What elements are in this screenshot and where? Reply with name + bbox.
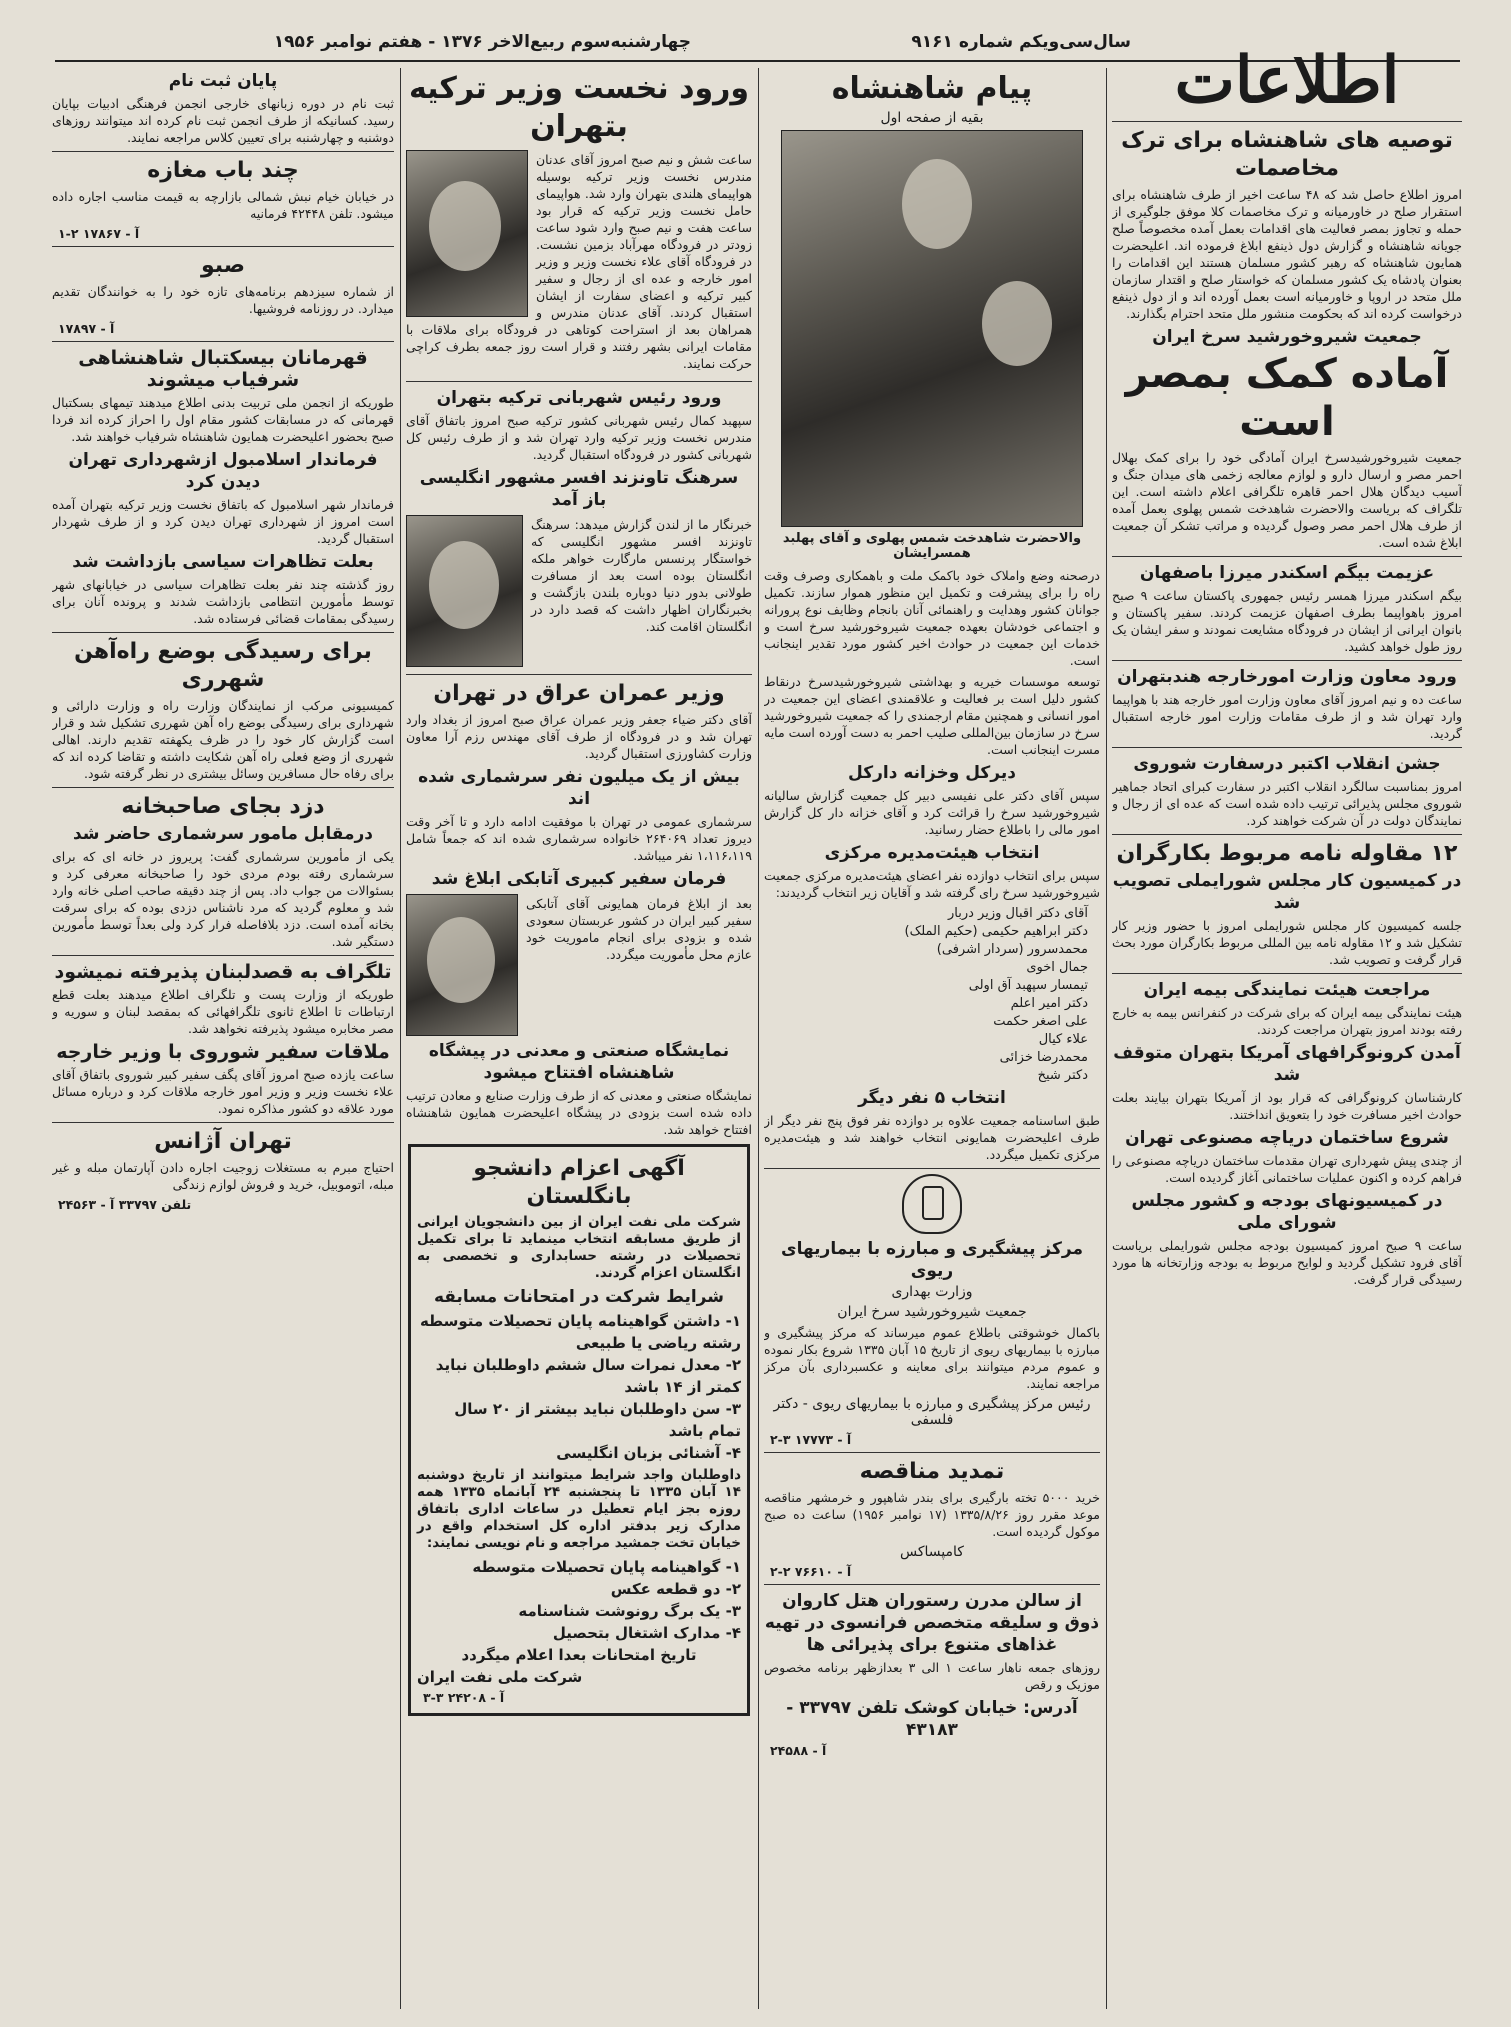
headline-shah-message: پیام شاهنشاه [831, 71, 1033, 106]
article-body: سرشماری عمومی در تهران با موفقیت ادامه دارد و تا آخر وقت دیروز تعداد ۲۶۴۰۶۹ خانواده سرشماری شده اند که جمعاً شامل ۱،۱۱۶،۱۱۹ نفر میباشد. [406, 814, 752, 863]
ad-conditions-title: شرایط شرکت در امتحانات مسابقه [434, 1287, 724, 1307]
headline-budget-commission: در کمیسیونهای بودجه و کشور مجلس شورای ملی [1131, 1191, 1443, 1233]
column-rule [758, 68, 759, 2009]
column-2 [764, 68, 1100, 2009]
headline-five-more: انتخاب ۵ نفر دیگر [858, 1088, 1006, 1108]
tender-reference: آ - ۷۶۶۱۰ ۲-۲ [770, 1564, 852, 1579]
photo-face [427, 917, 495, 1003]
article-body: ساعت ده و نیم امروز آقای معاون وزارت امور خارجه هند با هواپیما وارد تهران شد و از طرف مقامات وزارت امور خارجه استقبال گردید. [1112, 692, 1462, 741]
hotel-ad-body: روزهای جمعه ناهار ساعت ۱ الی ۳ بعدازظهر برنامه مخصوص موزیک و رقص [764, 1660, 1100, 1692]
ad-condition: ۴- آشنائی بزبان انگلیسی [556, 1444, 741, 1462]
article-body: طوریکه از وزارت پست و تلگراف اطلاع میدهند بعلت قطع ارتباطات تا اطلاع ثانوی تلگرافهائی که بمقصد لبنان و سوریه و مصر مخابره میشود پذیرفته نخواهد شد. [52, 987, 394, 1036]
column-rule [400, 68, 401, 2009]
article-body: ثبت نام در دوره زبانهای خارجی انجمن فرهنگی ادبیات بپایان رسید. کسانیکه از طرف انجمن ثبت نام کرده اند میتوانند روزهای دوشنبه و چهارشنبه برای تعیین کلاس مراجعه نمایند. [52, 96, 394, 145]
list-item: دکتر ابراهیم حکیمی (حکیم الملک) [904, 924, 1088, 939]
headline-basketball: قهرمانان بیسکتبال شاهنشاهی شرفیاب میشوند [78, 347, 368, 391]
oil-company-student-ad [408, 1144, 750, 1716]
column-4 [52, 68, 394, 2009]
article-body: کمیسیونی مرکب از نمایندگان وزارت راه و وزارت دارائی و شهرداری برای رسیدگی بوضع راه آهن شهرری تشکیل شد و قرار است گزارش کار خود را در ظرف یکهفته تقدیم دارند. اهالی شهرری از وضع فعلی راه آهن شکایت داشته و تقاضا کرده اند که برای رفاه حال مسافرین وسائل بیشتری در نظر گرفته شود. [52, 698, 394, 781]
list-item: علی اصغر حکمت [993, 1014, 1088, 1029]
board-members-list [764, 905, 1100, 1085]
article-body: بیگم اسکندر میرزا همسر رئیس جمهوری پاکستان ساعت ۹ صبح امروز باهواپیما بطرف اصفهان عزیمت کردند. سفیر پاکستان و بانوان ایرانی از ایشان در فرودگاه مشایعت نمودند و سفر ایشان یک روز طول خواهد کشید. [1112, 588, 1462, 654]
article-body: امروز اطلاع حاصل شد که ۴۸ ساعت اخیر از طرف شاهنشاه برای استقرار صلح در خاورمیانه و ترک مخاصمات کلا موفق جلوگیری از حمله و تجاوز بمصر فعالیت های اقدامات بعمل آمده مخصوصاً صلح جویانه شاهنشاه و گزارش دول ذینفع ابلاغ فرموده اند. اعلیحضرت همایون شاهنشاه که رهبر کشور مسلمان هستند این اقدامات را بعنوان پادشاه یک کشور مسلمان که خواستار صلح و اقتدار سازمان ملل متحد در اروپا و خاورمیانه است بعمل آورده اند و از دول ذینفع درخواست کرده اند که بحکومت منشور ملل متحد احترام بگذارند. [1112, 187, 1462, 321]
headline-shah-ceasefire: توصیه های شاهنشاه برای ترک مخاصمات [1121, 128, 1453, 181]
subheadline-thief: درمقابل مامور سرشماری حاضر شد [72, 824, 374, 844]
ad-footer: تاریخ امتحانات بعدا اعلام میگردد [461, 1646, 697, 1664]
list-item: تیمسار سپهبد آق اولی [968, 978, 1088, 993]
article-body: از چندی پیش شهرداری تهران مقدمات ساختمان دریاچه مصنوعی را فراهم کرده و اکنون عملیات ساختمانی آغاز گردیده است. [1112, 1153, 1462, 1185]
headline-istanbul-governor: فرماندار اسلامبول ازشهرداری تهران دیدن کرد [68, 450, 378, 492]
article-body: سپهبد کمال رئیس شهربانی کشور ترکیه صبح امروز باتفاق آقای مندرس نخست وزیر ترکیه وارد تهران شد و از طرف رئیس کل شهربانی کشور در فرودگاه استقبال گردید. [406, 413, 752, 462]
article-body: ساعت شش و نیم صبح امروز آقای عدنان مندرس نخست وزیر ترکیه بوسیله هواپیمای هلندی بتهران وارد شد. هواپیمای حامل نخست وزیر ترکیه که قرار بود ساعت هفت و نیم صبح وارد شود ساعت زودتر در فرودگاه مهرآباد بزمین نشست. در فرودگاه آقای علاء نخست وزیر و وزیر امور خارجه و عده ای از رجال و سفیر کبیر ترکیه و اعضای سفارت از ایشان استقبال کردند. آقای عدنان مندرس و همراهان بعد از استراحت کوتاهی در فرودگاه برای ملاقات با مقامات ایرانی بشهر رفتند و قرار است روز جمعه بطرف کراچی حرکت نمایند. [406, 152, 752, 371]
ad-signature: رئیس مرکز پیشگیری و مبارزه با بیماریهای ریوی - دکتر فلسفی [773, 1396, 1091, 1428]
article-body: درصحنه وضع واملاک خود باکمک ملت و باهمکاری وصرف وقت راه را برای پیشرفت و تکمیل این منظور هموار سازند. تکمیل جوانان کشور وهدایت و راهنمائی آنان بانجام وظایف نوع پرورانه و اجتماعی خودشان بعهده جمعیت شیروخورشید سرخ است و خدمات این جمعیت در حوادث اخیر کشور مورد تقدیر اینجانب است. [764, 568, 1100, 668]
article-body: سپس آقای دکتر علی نفیسی دبیر کل جمعیت گزارش سالیانه شیروخورشید سرخ را قرائت کرد و آقای خزانه دار کل گزارش امور مالی را باطلاع حضار رسانید. [764, 788, 1100, 837]
article-body: از شماره سیزدهم برنامه‌های تازه خود را به خوانندگان تقدیم میدارد. در روزنامه فروشیها. [52, 284, 394, 316]
ad-title-lung-center: مرکز پیشگیری و مبارزه با بیماریهای ریوی [780, 1239, 1083, 1281]
article-body: سپس برای انتخاب دوازده نفر اعضای هیئت‌مدیره مرکزی جمعیت شیروخورشید سرخ رای گرفته شد و آقایان زیر انتخاب گردیدند: [764, 868, 1100, 900]
list-item: جمال اخوی [1026, 960, 1088, 975]
column-3 [406, 68, 752, 2009]
issue-number: سال‌سی‌ویکم شماره ۹۱۶۱ [911, 32, 1131, 52]
headline-india-deputy: ورود معاون وزارت امورخارجه هندبتهران [1117, 667, 1457, 687]
headline-arrested: بعلت تظاهرات سیاسی بازداشت شد [72, 552, 374, 572]
article-body: طبق اساسنامه جمعیت علاوه بر دوازده نفر فوق پنج نفر دیگر از طرف اعلیحضرت همایونی انتخاب خواهند شد و هیئت‌مدیره مرکزی تکمیل میگردد. [764, 1113, 1100, 1162]
article-body: کارشناسان کرونوگرافی که قرار بود از آمریکا بتهران بیایند بعلت حوادث اخیر مسافرت خود را بتعویق انداختند. [1112, 1090, 1462, 1122]
ad-document: ۳- یک برگ رونوشت شناسنامه [518, 1602, 741, 1620]
list-item: علاء کیال [1038, 1032, 1088, 1047]
headline-artificial-lake: شروع ساختمان دریاچه مصنوعی تهران [1125, 1128, 1449, 1148]
photo-face [429, 181, 501, 271]
headline-october-celebration: جشن انقلاب اکتبر درسفارت شوروی [1133, 754, 1441, 774]
headline-tender: تمدید مناقصه [859, 1459, 1005, 1484]
article-body: روز گذشته چند نفر بعلت تظاهرات سیاسی در خیابانهای شهر توسط مأمورین انتظامی بازداشت شدند و پرونده آنان برای رسیدگی بمقامات قضائی فرستاده شد. [52, 577, 394, 626]
photo-caption: والاحضرت شاهدخت شمس پهلوی و آقای پهلبد همسرایشان [782, 531, 1082, 561]
ad-document: ۴- مدارک اشتغال بتحصیل [552, 1624, 741, 1642]
ad-reference: آ - ۱۷۷۷۳ ۳-۲ [770, 1432, 852, 1447]
article-body: طوریکه از انجمن ملی تربیت بدنی اطلاع میدهند تیمهای بسکتبال قهرمانی که در مسابقات کشور مقام اول را احراز کرده اند فردا صبح بحضور اعلیحضرت همایون شاهنشاه شرفیاب خواهند شد. [52, 395, 394, 444]
article-body: هیئت نمایندگی بیمه ایران که برای شرکت در کنفرانس بیمه به خارج رفته بودند امروز بتهران مراجعت کردند. [1112, 1005, 1462, 1037]
ad-signature: شرکت ملی نفت ایران [417, 1668, 583, 1686]
headline-registration-end: پایان ثبت نام [168, 71, 278, 91]
hotel-reference: آ - ۲۴۵۸۸ [770, 1743, 827, 1758]
ad-reference: آ - ۲۴۲۰۸ ۳-۳ [423, 1690, 505, 1705]
ad-body: باکمال خوشوقتی باطلاع عموم میرساند که مرکز پیشگیری و مبارزه با بیماریهای ریوی از تاریخ ۱۵ آبان ۱۳۳۵ شروع بکار نموده و عموم مردم میتوانند برای معاینه و عکسبرداری بآن مرکز مراجعه نمایند. [764, 1325, 1100, 1391]
subheadline-labor: در کمیسیون کار مجلس شورایملی تصویب شد [1112, 871, 1462, 913]
tehran-agency-phone: تلفن ۳۳۷۹۷ آ - ۲۴۵۶۳ [58, 1197, 192, 1212]
column-rule [1106, 68, 1107, 2009]
headline-help-egypt: آماده کمک بمصر است [1125, 351, 1449, 445]
headline-turkish-pm: ورود نخست وزیر ترکیه بتهران [408, 71, 750, 144]
photo-face [902, 159, 972, 249]
headline-turkish-police: ورود رئیس شهربانی ترکیه بتهران [436, 388, 722, 408]
headline-iraq-minister: وزیر عمران عراق در تهران [433, 681, 725, 706]
photo-shams-pahlavi [781, 130, 1083, 527]
hotel-ad-title: از سالن مدرن رستوران هتل کاروان ذوق و سلیقه متخصص فرانسوی در تهیه غذاهای متنوع برای پذیرائی ها [764, 1591, 1100, 1655]
photo-menderes [406, 150, 528, 317]
article-body: آقای دکتر ضیاء جعفر وزیر عمران عراق صبح امروز از بغداد وارد تهران شد و در فرودگاه از طرف آقای مهندس رزم آرا معاون وزارت کشاورزی استقبال گردید. [406, 712, 752, 761]
headline-thief: دزد بجای صاحبخانه [121, 794, 325, 819]
headline-secretary-general: دیرکل وخزانه دارکل [848, 763, 1016, 783]
headline-atabaki: فرمان سفیر کبیری آتابکی ابلاغ شد [431, 869, 727, 889]
headline-sabu: صبو [200, 253, 246, 278]
ad-subtitle: وزارت بهداری [891, 1284, 973, 1300]
article-body: خبرنگار ما از لندن گزارش میدهد: سرهنگ تاونزند افسر مشهور انگلیسی که خواستگار پرنسس مارگارت خواهر ملکه انگلستان بوده است بعد از مسافرت طولانی بدور دنیا دوباره بلندن بازگشت و بخبرنگاران اظهار داشت که قصد دارد در انگلستان اقامت کند. [531, 517, 752, 634]
list-item: آقای دکتر اقبال وزیر دربار [948, 906, 1088, 921]
photo-townsend [406, 515, 523, 667]
ad-reference: آ - ۱۷۸۹۷ [58, 321, 115, 336]
article-body: امروز بمناسبت سالگرد انقلاب اکتبر در سفارت کبرای اتحاد جماهیر شوروی مجلس پذیرائی ترتیب داده شده است که عده ای از رجال و نمایندگان دولت در آن شرکت خواهند کرد. [1112, 779, 1462, 828]
article-body: فرماندار شهر اسلامبول که باتفاق نخست وزیر ترکیه بتهران آمده است امروز از شهرداری تهران دیدن کرد و از طرف شهردار استقبال گردید. [52, 497, 394, 546]
list-item: محمدسرور (سردار اشرفی) [936, 942, 1088, 957]
ad-document: ۲- دو قطعه عکس [610, 1580, 741, 1598]
tehran-agency-body: احتیاج مبرم به مستغلات زوجیت اجاره دادن آپارتمان مبله و غیر مبله، اتوموبیل، خرید و فروش لوازم زندگی [52, 1160, 394, 1192]
headline-labor-conventions: ۱۲ مقاوله نامه مربوط بکارگران [1116, 841, 1458, 866]
tender-body: خرید ۵۰۰۰ تخته بارگیری برای بندر شاهپور و خرمشهر مناقصه موعد مقرر روز ۱۳۳۵/۸/۲۶ (۱۷ نوامبر ۱۹۵۶) ساعت ده صبح موکول گردیده است. [764, 1490, 1100, 1539]
ad-intro: شرکت ملی نفت ایران از بین دانشجویان ایرانی از طریق مسابقه انتخاب مینماید تا برای تکمیل تحصیلات در رشته حسابداری و تخصصی به انگلستان اعزام گردند. [417, 1214, 741, 1281]
headline-insurance-delegation: مراجعت هیئت نمایندگی بیمه ایران [1143, 980, 1431, 1000]
ad-condition: ۱- داشتن گواهینامه پایان تحصیلات متوسطه رشته ریاضی یا طبیعی [419, 1312, 741, 1352]
headline-soviet-ambassador: ملاقات سفیر شوروی با وزیر خارجه [56, 1041, 390, 1063]
ad-condition: ۳- سن داوطلبان نباید بیشتر از ۲۰ سال تمام باشد [454, 1400, 741, 1440]
ad-document: ۱- گواهینامه پایان تحصیلات متوسطه [472, 1558, 741, 1576]
lion-sun-crest-icon [902, 1174, 962, 1234]
headline-census: بیش از یک میلیون نفر سرشماری شده اند [418, 767, 740, 809]
article-body: توسعه موسسات خیریه و بهداشتی شیروخورشیدسرخ درنقاط کشور دلیل است بر فعالیت و علاقمندی اعضای این جمعیت در امور انسانی و همچنین مقام ارجمندی را که جمعیت شیروخورشید سرخ در سازمان بین‌المللی صلیب احمر به دست آورده است مایه مسرت اینجانب است. [764, 674, 1100, 757]
headline-chronographs: آمدن کرونوگرافهای آمریکا بتهران متوقف شد [1113, 1043, 1461, 1085]
headline-telegraph-lebanon: تلگراف به قصدلبنان پذیرفته نمیشود [54, 961, 392, 983]
ad-condition: ۲- معدل نمرات سال ششم داوطلبان نباید کمتر از ۱۴ باشد [435, 1356, 741, 1396]
photo-face [429, 541, 499, 629]
article-body: ساعت یازده صبح امروز آقای پگف سفیر کبیر شوروی باتفاق آقای علاء نخست وزیر و وزیر امور خارجه ملاقات کرد و درباره مسائل مورد علاقه دو کشور مذاکره نمود. [52, 1067, 394, 1116]
list-item: دکتر شیخ [1037, 1068, 1088, 1083]
article-body: نمایشگاه صنعتی و معدنی که از طرف وزارت صنایع و معادن ترتیب داده شده است بزودی در پیشگاه اعلیحضرت همایون شاهنشاه افتتاح خواهد شد. [406, 1088, 752, 1137]
headline-exhibition: نمایشگاه صنعتی و معدنی در پیشگاه شاهنشاه افتتاح میشود [428, 1041, 730, 1083]
article-body: جمعیت شیروخورشیدسرخ ایران آمادگی خود را برای کمک بهلال احمر مصر و ارسال دارو و لوازم معالجه زخمی های میدان جنگ و آسیب دیدگان هلال احمر قاهره تلگرافی اعلام داشته است. این تلگراف که بریاست والاحضرت شاهدخت شمس پهلوی بعمل آمده از طرف هلال احمر مصر وصول گردیده و مراتب تشکر آن جمعیت ابلاغ شده است. [1112, 450, 1462, 550]
newspaper-logo: اطلاعات [1174, 43, 1400, 118]
headline-board-election: انتخاب هیئت‌مدیره مرکزی [824, 843, 1040, 863]
issue-date: چهارشنبه‌سوم ربیع‌الاخر ۱۳۷۶ - هفتم نوامبر ۱۹۵۶ [273, 32, 691, 52]
tender-signature: کامپساکس [900, 1544, 964, 1560]
photo-atabaki [406, 894, 518, 1036]
headline-townsend: سرهنگ تاونزند افسر مشهور انگلیسی باز آمد [419, 468, 739, 510]
list-item: دکتر امیر اعلم [1010, 996, 1088, 1011]
headline-iskandar-mirza: عزیمت بیگم اسکندر میرزا باصفهان [1139, 563, 1435, 583]
continued-note: بقیه از صفحه اول [880, 110, 984, 126]
list-item: محمدرضا خزائی [999, 1050, 1088, 1065]
ad-subtitle: جمعیت شیروخورشید سرخ ایران [837, 1304, 1027, 1320]
article-body: در خیابان خیام نبش شمالی بازارچه به قیمت مناسب اجاره داده میشود. تلفن ۴۲۴۴۸ فرمانیه [52, 189, 394, 221]
ad-reference: آ - ۱۷۸۶۷ ۲-۱ [58, 226, 140, 241]
article-body: ساعت ۹ صبح امروز کمیسیون بودجه مجلس شورایملی بریاست آقای فرود تشکیل گردید و لوایح مربوط به بودجه وزارتخانه ها مورد رسیدگی قرار گرفت. [1112, 1238, 1462, 1287]
ad-body: داوطلبان واجد شرایط میتوانند از تاریخ دوشنبه ۱۴ آبان ۱۳۳۵ تا پنجشنبه ۲۴ آبانماه ۱۳۳۵ همه روزه بجز ایام تعطیل در ساعات اداری باتفاق مدارک زیر بدفتر اداره کل استخدام واقع در خیابان تخت جمشید مراجعه و نام نویسی نمایند: [417, 1467, 741, 1551]
ad-title-students: آگهی اعزام دانشجو بانگلستان [473, 1156, 685, 1209]
photo-face [982, 281, 1052, 366]
tehran-agency-title: تهران آژانس [154, 1129, 292, 1154]
headline-railway: برای رسیدگی بوضع راه‌آهن شهرری [74, 639, 372, 692]
headline-shops: چند باب مغازه [147, 158, 299, 183]
column-1 [1112, 40, 1462, 2009]
article-body: جلسه کمیسیون کار مجلس شورایملی امروز با حضور وزیر کار تشکیل شد و ۱۲ مقاوله نامه بین المللی مربوط بکارگران مورد بحث قرار گرفت و تصویب شد. [1112, 918, 1462, 967]
headline-red-lion: جمعیت شیروخورشید سرخ ایران [1152, 327, 1422, 347]
article-body: یکی از مأمورین سرشماری گفت: پریروز در خانه ای که برای سرشماری رفته بودم مردی خود را صاحبخانه معرفی کرد و بسئوالات من جواب داد. پس از چند دقیقه صاحب اصلی خانه وارد شد و معلوم گردید که مرد ناشناس دزدی بوده که برای سرقت بخانه آمده است. دزد بلافاصله فرار کرد ولی بعداً توسط مأمورین دستگیر شد. [52, 849, 394, 949]
article-body: بعد از ابلاغ فرمان همایونی آقای آتابکی سفیر کبیر ایران در کشور عربستان سعودی شده و بزودی برای انجام ماموریت خود عازم محل مأموریت میگردد. [526, 896, 752, 962]
hotel-address: آدرس: خیابان کوشک تلفن ۳۳۷۹۷ - ۴۳۱۸۳ [786, 1698, 1078, 1740]
